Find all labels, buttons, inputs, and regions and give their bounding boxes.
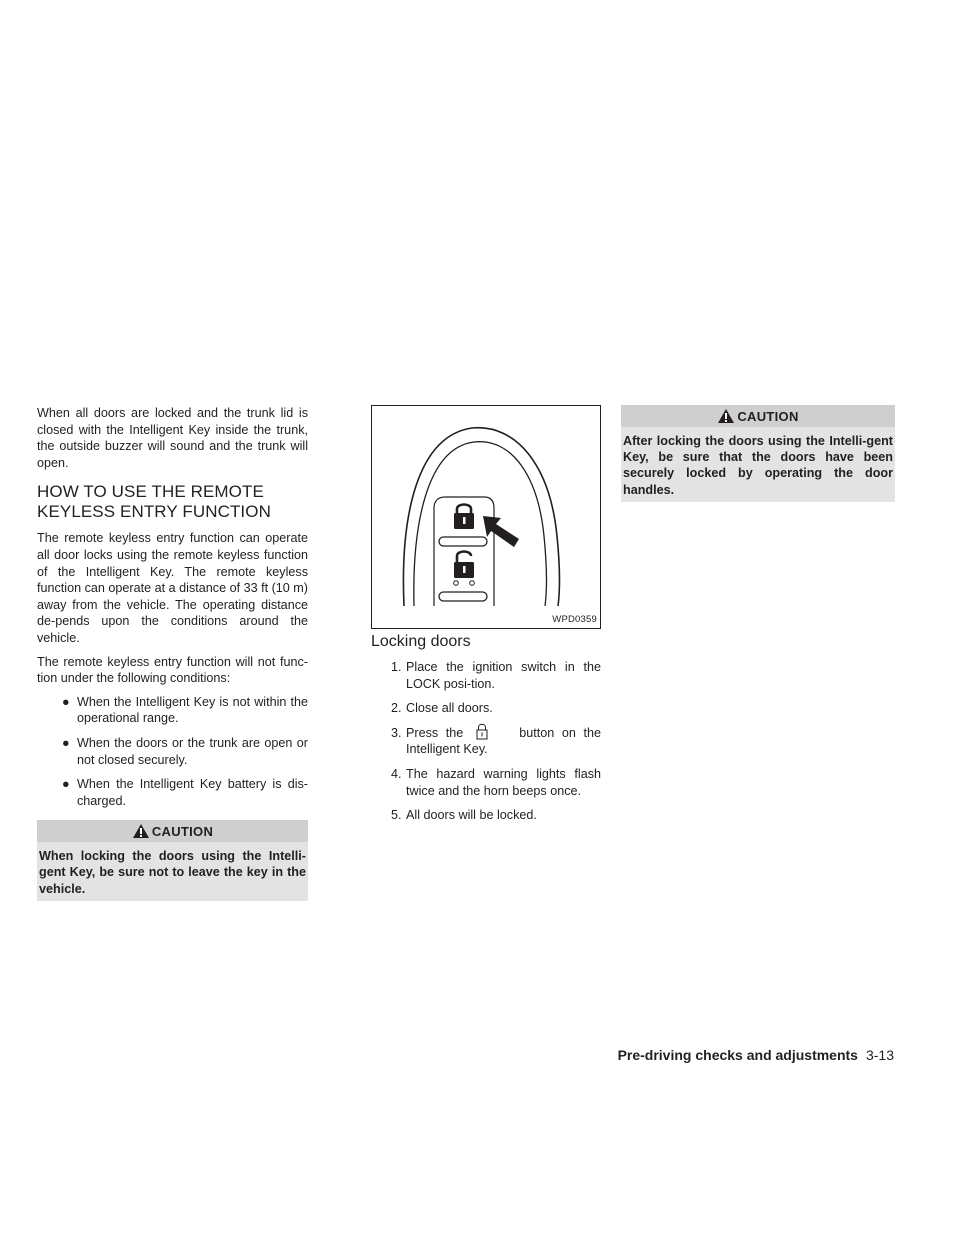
lock-icon — [476, 722, 488, 740]
step-number: 2. — [391, 701, 402, 716]
section-heading — [37, 482, 308, 522]
warning-icon — [132, 823, 150, 839]
list-item-text: When the Intelligent Key is not within the operational range. — [77, 694, 308, 726]
conditions-list — [37, 694, 308, 810]
step-text: Place the ignition switch in the LOCK posi-tion. — [406, 660, 601, 691]
figure-id: WPD0359 — [552, 614, 597, 625]
caution-title: CAUTION — [151, 823, 214, 839]
column-right — [621, 405, 895, 502]
inline-lock-button — [463, 726, 519, 740]
list-item — [37, 694, 308, 727]
caution-text: After locking the doors using the Intelli-gent Key, be sure that the doors have been securely locked by operating the door handles. — [623, 434, 893, 497]
step-text: All doors will be locked. — [406, 808, 537, 823]
caution-header — [621, 405, 895, 427]
intro-paragraph: When all doors are locked and the trunk lid is closed with the Intelligent Key inside the trunk, the outside buzzer will sound and the trunk will open. — [37, 406, 308, 470]
page-number: 3-13 — [865, 1047, 894, 1063]
section-heading-line2: KEYLESS ENTRY FUNCTION — [37, 502, 271, 522]
key-fob-figure — [371, 405, 601, 629]
list-item-text: When the Intelligent Key battery is dis-charged. — [77, 777, 308, 808]
step-text-before: Press the — [406, 725, 464, 740]
description-paragraph: The remote keyless entry function can operate all door locks using the remote keyless function of the Intelligent Key. The remote keyless function can operate at a distance of 33 ft (10 m) away from the vehicle. The operating distance de-pends upon the conditions around the vehicle. — [37, 531, 308, 645]
caution-title: CAUTION — [737, 408, 799, 424]
list-item — [371, 807, 601, 824]
unlock-icon — [454, 552, 475, 586]
intelligent-key-illustration — [372, 406, 601, 629]
step-text-after: button on the Intelligent Key. — [406, 725, 602, 757]
arrow-pointer-icon — [483, 516, 519, 547]
step-number: 4. — [391, 766, 402, 781]
step-text: Close all doors. — [406, 701, 493, 716]
footer-section-title: Pre-driving checks and adjustments — [617, 1047, 858, 1063]
bullet-icon: ● — [62, 735, 70, 750]
list-item — [371, 659, 601, 692]
list-item — [37, 735, 308, 768]
steps-list — [371, 659, 601, 824]
caution-text: When locking the doors using the Intelli-gent Key, be sure not to leave the key in the vehicle. — [39, 849, 306, 896]
list-item — [371, 766, 601, 799]
conditions-paragraph: The remote keyless entry function will not func-tion under the following conditions: — [37, 654, 308, 686]
step-text: The hazard warning lights flash twice and the horn beeps once. — [406, 766, 601, 798]
caution-box — [37, 820, 308, 901]
column-left — [37, 405, 308, 901]
step-number: 5. — [391, 808, 402, 823]
caution-box — [621, 405, 895, 502]
list-item — [37, 776, 308, 809]
section-heading-line1: HOW TO USE THE REMOTE — [37, 482, 264, 502]
list-item-text: When the doors or the trunk are open or not closed securely. — [77, 735, 308, 767]
caution-header — [37, 820, 308, 842]
page-footer — [618, 1047, 894, 1063]
list-item — [371, 725, 601, 758]
bullet-icon: ● — [62, 694, 70, 709]
column-middle — [371, 405, 601, 832]
warning-icon — [717, 408, 735, 424]
lock-icon — [454, 505, 474, 530]
bullet-icon: ● — [62, 777, 70, 792]
subheading: Locking doors — [371, 633, 471, 650]
list-item — [371, 700, 601, 717]
step-number: 1. — [391, 660, 402, 674]
step-number: 3. — [391, 725, 402, 740]
